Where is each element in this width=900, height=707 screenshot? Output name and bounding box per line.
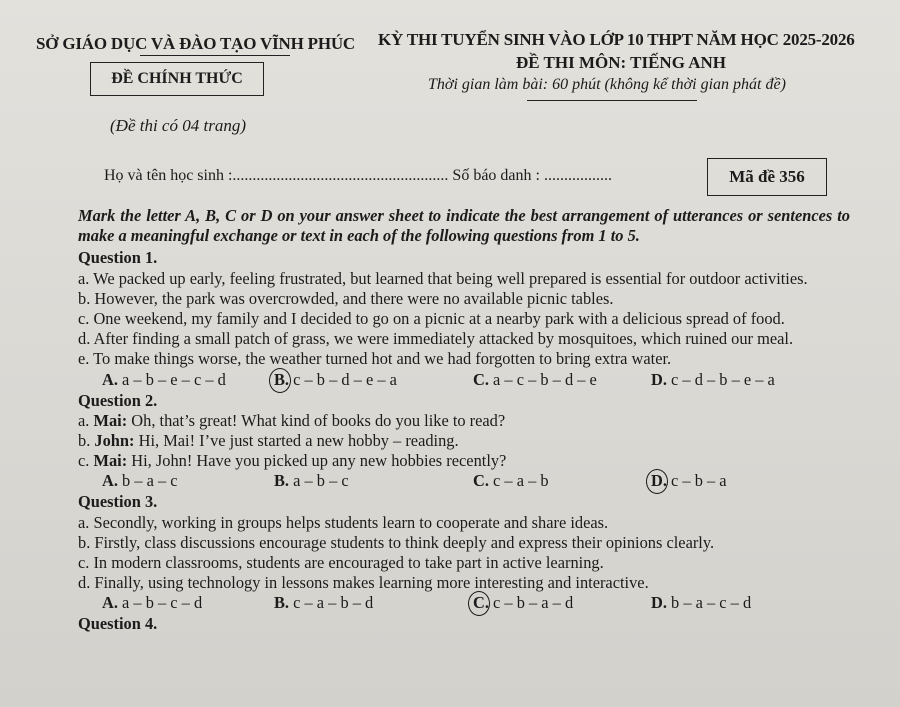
question-line: c. In modern classrooms, students are encouraged to take part in active learning.	[78, 553, 604, 573]
department-underline	[140, 55, 290, 56]
question-line: b. Firstly, class discussions encourage students to think deeply and express their opinions clearly.	[78, 532, 715, 552]
option-b[interactable]: B. c – a – b – d	[274, 593, 374, 613]
department-name: SỞ GIÁO DỤC VÀ ĐÀO TẠO VĨNH PHÚC	[36, 34, 355, 53]
time-underline	[527, 100, 697, 101]
question-line: e. To make things worse, the weather turned hot and we had forgotten to bring extra water.	[78, 349, 672, 369]
selected-answer-mark: B.	[274, 369, 290, 389]
option-a[interactable]: A. b – a – c	[102, 471, 178, 491]
instructions: Mark the letter A, B, C or D on your answer sheet to indicate the best arrangement of utterances or sentences to make a meaningful exchange or text in each of the following questions from 1 to 5.	[78, 206, 850, 246]
option-c[interactable]: C. c – a – b	[473, 471, 549, 491]
student-name-field: ......................................................	[232, 167, 449, 184]
selected-answer-mark: C.	[473, 593, 489, 613]
dialog-line: b. John: Hi, Mai! I’ve just started a new hobby – reading.	[78, 431, 459, 451]
option-d[interactable]: D. c – b – a	[651, 471, 727, 491]
option-d[interactable]: D. b – a – c – d	[651, 593, 752, 613]
option-c[interactable]: C. c – b – a – d	[473, 593, 574, 613]
student-id-field: .................	[543, 167, 612, 184]
exam-code-box	[707, 158, 827, 196]
question-title: Question 2.	[78, 390, 158, 410]
question-line: d. Finally, using technology in lessons makes learning more interesting and interactive.	[78, 573, 649, 593]
answer-options	[78, 593, 850, 614]
speaker: John:	[94, 431, 135, 451]
question-line: a. Secondly, working in groups helps students learn to cooperate and share ideas.	[78, 512, 609, 532]
dialog-line: a. Mai: Oh, that’s great! What kind of books do you like to read?	[78, 410, 506, 430]
question-line: b. However, the park was overcrowded, and there were no available picnic tables.	[78, 288, 614, 308]
speaker: Mai:	[93, 451, 128, 471]
question-line: a. We packed up early, feeling frustrated, but learned that being well prepared is essential for outdoor activities.	[78, 268, 808, 288]
official-exam-box	[90, 62, 264, 96]
exam-code-label: Mã đề 356	[729, 167, 805, 186]
question-line: d. After finding a small patch of grass, we were immediately attacked by mosquitoes, which ruined our meal.	[78, 329, 794, 349]
question-line: c. One weekend, my family and I decided to go on a picnic at a nearby park with a delicious spread of food.	[78, 309, 785, 329]
pages-note: (Đề thi có 04 trang)	[110, 116, 246, 135]
student-info-line	[104, 167, 612, 185]
question-title: Question 4.	[78, 614, 158, 634]
dialog-line: c. Mai: Hi, John! Have you picked up any new hobbies recently?	[78, 451, 507, 471]
option-b[interactable]: B. c – b – d – e – a	[274, 369, 397, 389]
time-info: Thời gian làm bài: 60 phút (không kể thời gian phát đề)	[428, 76, 786, 93]
official-exam-label: ĐỀ CHÍNH THỨC	[111, 70, 243, 87]
option-d[interactable]: D. c – d – b – e – a	[651, 369, 775, 389]
option-b[interactable]: B. a – b – c	[274, 471, 349, 491]
answer-options	[78, 471, 850, 492]
option-a[interactable]: A. a – b – e – c – d	[102, 369, 226, 389]
exam-title: KỲ THI TUYỂN SINH VÀO LỚP 10 THPT NĂM HỌC 2025-2026	[378, 30, 855, 49]
speaker: Mai:	[93, 410, 128, 430]
option-a[interactable]: A. a – b – c – d	[102, 593, 203, 613]
student-id-label: Số báo danh :	[452, 167, 540, 184]
selected-answer-mark: D.	[651, 471, 667, 491]
option-c[interactable]: C. a – c – b – d – e	[473, 369, 597, 389]
exam-content	[78, 206, 850, 635]
student-name-label: Họ và tên học sinh :	[104, 167, 233, 184]
answer-options	[78, 370, 850, 391]
question-title: Question 3.	[78, 492, 158, 512]
exam-subject: ĐỀ THI MÔN: TIẾNG ANH	[516, 53, 727, 72]
question-title: Question 1.	[78, 248, 158, 268]
